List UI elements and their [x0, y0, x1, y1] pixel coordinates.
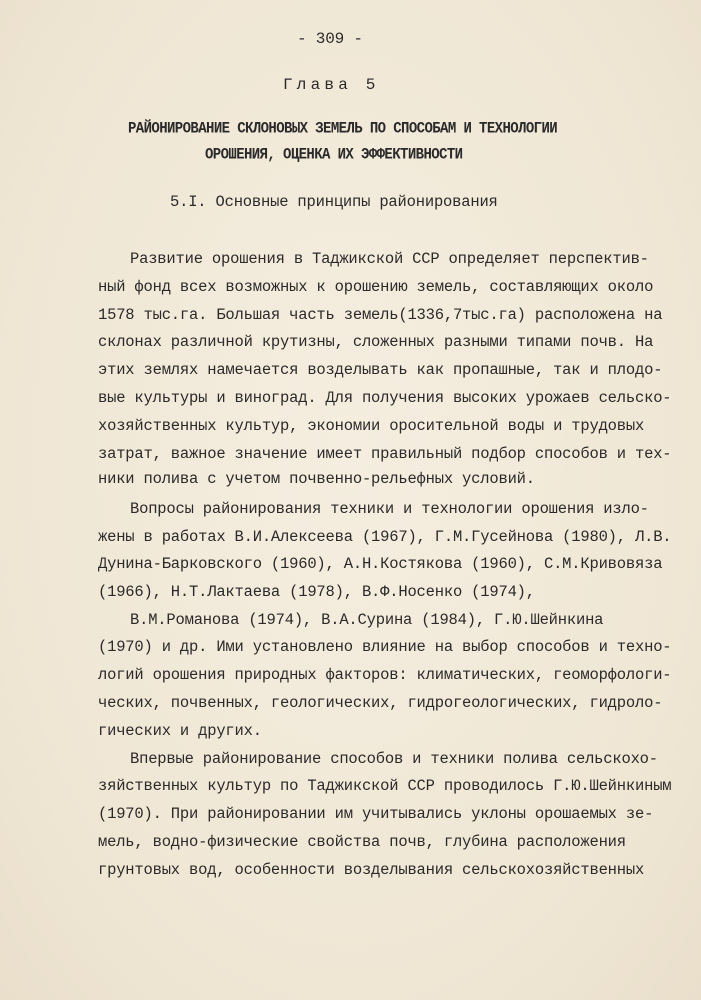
body-line: зяйственных культур по Таджикской ССР проводилось Г.Ю.Шейнкиным	[98, 777, 672, 795]
body-line: Вопросы районирования техники и технологии орошения изло-	[130, 500, 649, 518]
body-line: затрат, важное значение имеет правильный подбор способов и тех-	[98, 445, 672, 463]
body-line: логий орошения природных факторов: климатических, геоморфологи-	[98, 666, 672, 684]
body-line: В.М.Романова (1974), В.А.Сурина (1984), Г.Ю.Шейнкина	[130, 611, 604, 629]
body-line: хозяйственных культур, экономии оросительной воды и трудовых	[98, 417, 645, 435]
body-line: ческих, почвенных, геологических, гидрогеологических, гидроло-	[98, 694, 663, 712]
chapter-title-line-2: ОРОШЕНИЯ, ОЦЕНКА ИХ ЭФФЕКТИВНОСТИ	[205, 146, 463, 165]
body-line: 1578 тыс.га. Большая часть земель(1336,7тыс.га) расположена на	[98, 306, 663, 324]
body-line: Впервые районирование способов и техники полива сельскохо-	[130, 750, 658, 768]
body-line: Развитие орошения в Таджикской ССР определяет перспектив-	[130, 250, 649, 268]
body-line: мель, водно-физические свойства почв, глубина расположения	[98, 833, 626, 851]
body-line: (1966), Н.Т.Лактаева (1978), В.Ф.Носенко (1974),	[98, 583, 535, 601]
section-heading: 5.I. Основные принципы районирования	[170, 193, 498, 211]
body-line: склонах различной крутизны, сложенных разными типами почв. На	[98, 333, 654, 351]
chapter-title-line-1: РАЙОНИРОВАНИЕ СКЛОНОВЫХ ЗЕМЕЛЬ ПО СПОСОБАМ И ТЕХНОЛОГИИ	[128, 120, 558, 139]
body-line: вые культуры и виноград. Для получения высоких урожаев сельско-	[98, 389, 672, 407]
body-line: грунтовых вод, особенности возделывания сельскохозяйственных	[98, 861, 645, 879]
body-line: ный фонд всех возможных к орошению земель, составляющих около	[98, 278, 654, 296]
body-line: Дунина-Барковского (1960), А.Н.Костякова (1960), С.М.Кривовяза	[98, 555, 663, 573]
body-line: гических и других.	[98, 722, 262, 740]
body-line: этих землях намечается возделывать как пропашные, так и плодо-	[98, 361, 663, 379]
page-number: - 309 -	[297, 30, 363, 48]
chapter-heading: Глава 5	[283, 76, 380, 94]
body-line: ники полива с учетом почвенно-рельефных условий.	[98, 470, 535, 488]
body-line: (1970). При районировании им учитывались уклоны орошаемых зе-	[98, 805, 654, 823]
body-line: жены в работах В.И.Алексеева (1967), Г.М.Гусейнова (1980), Л.В.	[98, 528, 672, 546]
body-line: (1970) и др. Ими установлено влияние на выбор способов и техно-	[98, 638, 672, 656]
